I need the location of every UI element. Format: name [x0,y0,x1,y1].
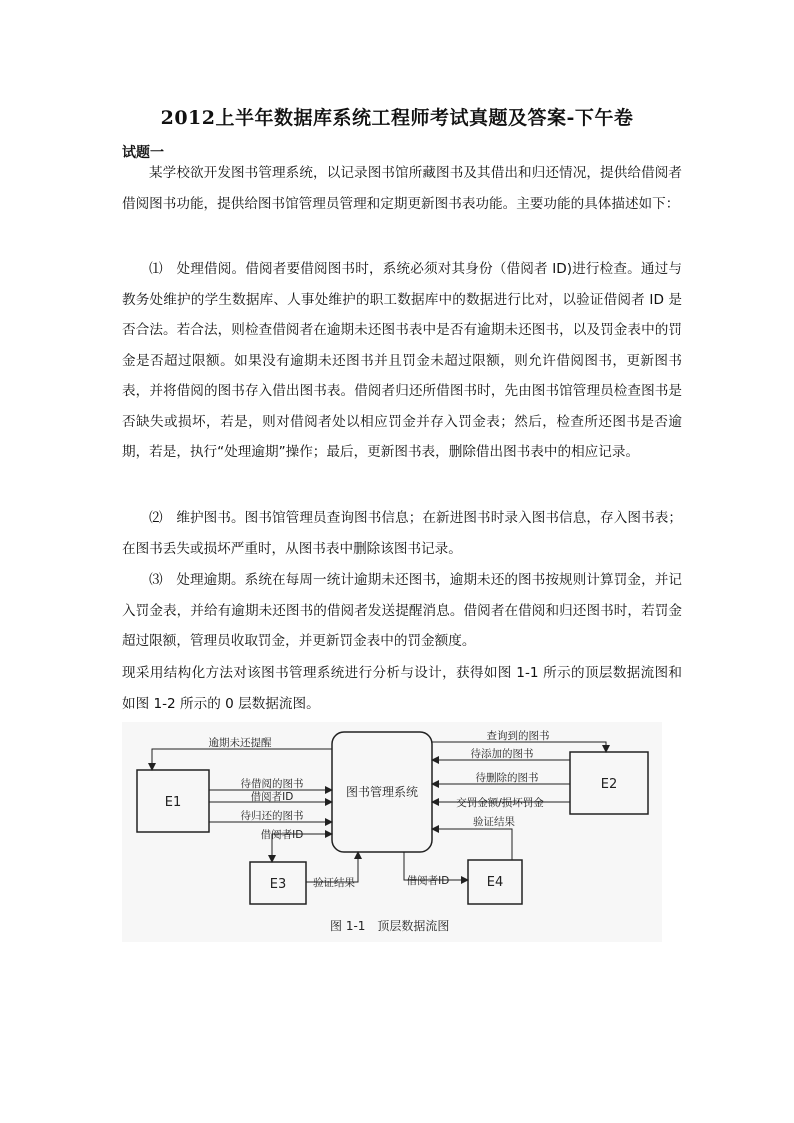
entity-e2-label: E2 [600,777,618,792]
flow-queried-book-label: 查询到的图书 [486,730,550,742]
flow-overdue-reminder-line [152,749,332,770]
flow-verify-result-e2-line [432,829,512,860]
flow-borrower-id-1-label: 借阅者ID [250,791,294,803]
flow-borrower-id-2-label: 借阅者ID [260,829,304,841]
flow-book-to-borrow-label: 待借阅的图书 [240,778,304,790]
flow-verify-result-e3-label: 验证结果 [313,877,355,889]
data-flow-diagram [122,722,662,942]
flow-book-to-add-label: 待添加的图书 [470,748,534,760]
diagram-caption: 图 1-1 顶层数据流图 [330,919,450,933]
item-1-paragraph: ⑴ 处理借阅。借阅者要借阅图书时，系统必须对其身份（借阅者 ID)进行检查。通过与教务处维护的学生数据库、人事处维护的职工数据库中的数据进行比对，以验证借阅者 ID 是否合法。若合法，则检查借阅者在逾期未还图书表中是否有逾期未还图书，以及罚金表中的罚金是否超过限额。如果没有逾期未还图书并且罚金未超过限额，则允许借阅图书，更新图书表，并将借阅的图书存入借出图书表。借阅者归还所借图书时，先由图书馆管理员检查图书是否缺失或损坏，若是，则对借阅者处以相应罚金并存入罚金表；然后，检查所还图书是否逾期，若是，执行“处理逾期”操作；最后，更新图书表，删除借出图书表中的相应记录。 [122,261,682,460]
flow-overdue-reminder-label: 逾期未还提醒 [208,737,272,749]
flow-verify-result-e2-label: 验证结果 [473,816,515,828]
flow-book-to-delete-label: 待删除的图书 [475,772,539,784]
entity-e3-label: E3 [269,877,287,892]
flow-fine-payment-label: 交罚金额/损坏罚金 [456,797,544,809]
entity-e4-label: E4 [486,875,504,890]
diagram-canvas [122,722,662,942]
flow-book-to-return-label: 待归还的图书 [240,810,304,822]
process-label: 图书管理系统 [345,785,419,799]
summary-paragraph: 现采用结构化方法对该图书管理系统进行分析与设计，获得如图 1-1 所示的顶层数据流图和如图 1-2 所示的 0 层数据流图。 [122,665,682,712]
page-title: 2012上半年数据库系统工程师考试真题及答案-下午卷 [160,107,634,129]
section-title: 试题一 [122,145,164,161]
item-3-paragraph: ⑶ 处理逾期。系统在每周一统计逾期未还图书，逾期未还的图书按规则计算罚金，并记入罚金表，并给有逾期未还图书的借阅者发送提醒消息。借阅者在借阅和归还图书时，若罚金超过限额，管理员收取罚金，并更新罚金表中的罚金额度。 [122,572,682,649]
flow-borrower-id-e4-label: 借阅者ID [406,875,450,887]
item-2-paragraph: ⑵ 维护图书。图书馆管理员查询图书信息；在新进图书时录入图书信息，存入图书表；在图书丢失或损坏严重时，从图书表中删除该图书记录。 [122,510,682,557]
intro-paragraph: 某学校欲开发图书管理系统，以记录图书馆所藏图书及其借出和归还情况，提供给借阅者借阅图书功能，提供给图书馆管理员管理和定期更新图书表功能。主要功能的具体描述如下： [122,165,682,212]
entity-e1-label: E1 [164,795,182,810]
